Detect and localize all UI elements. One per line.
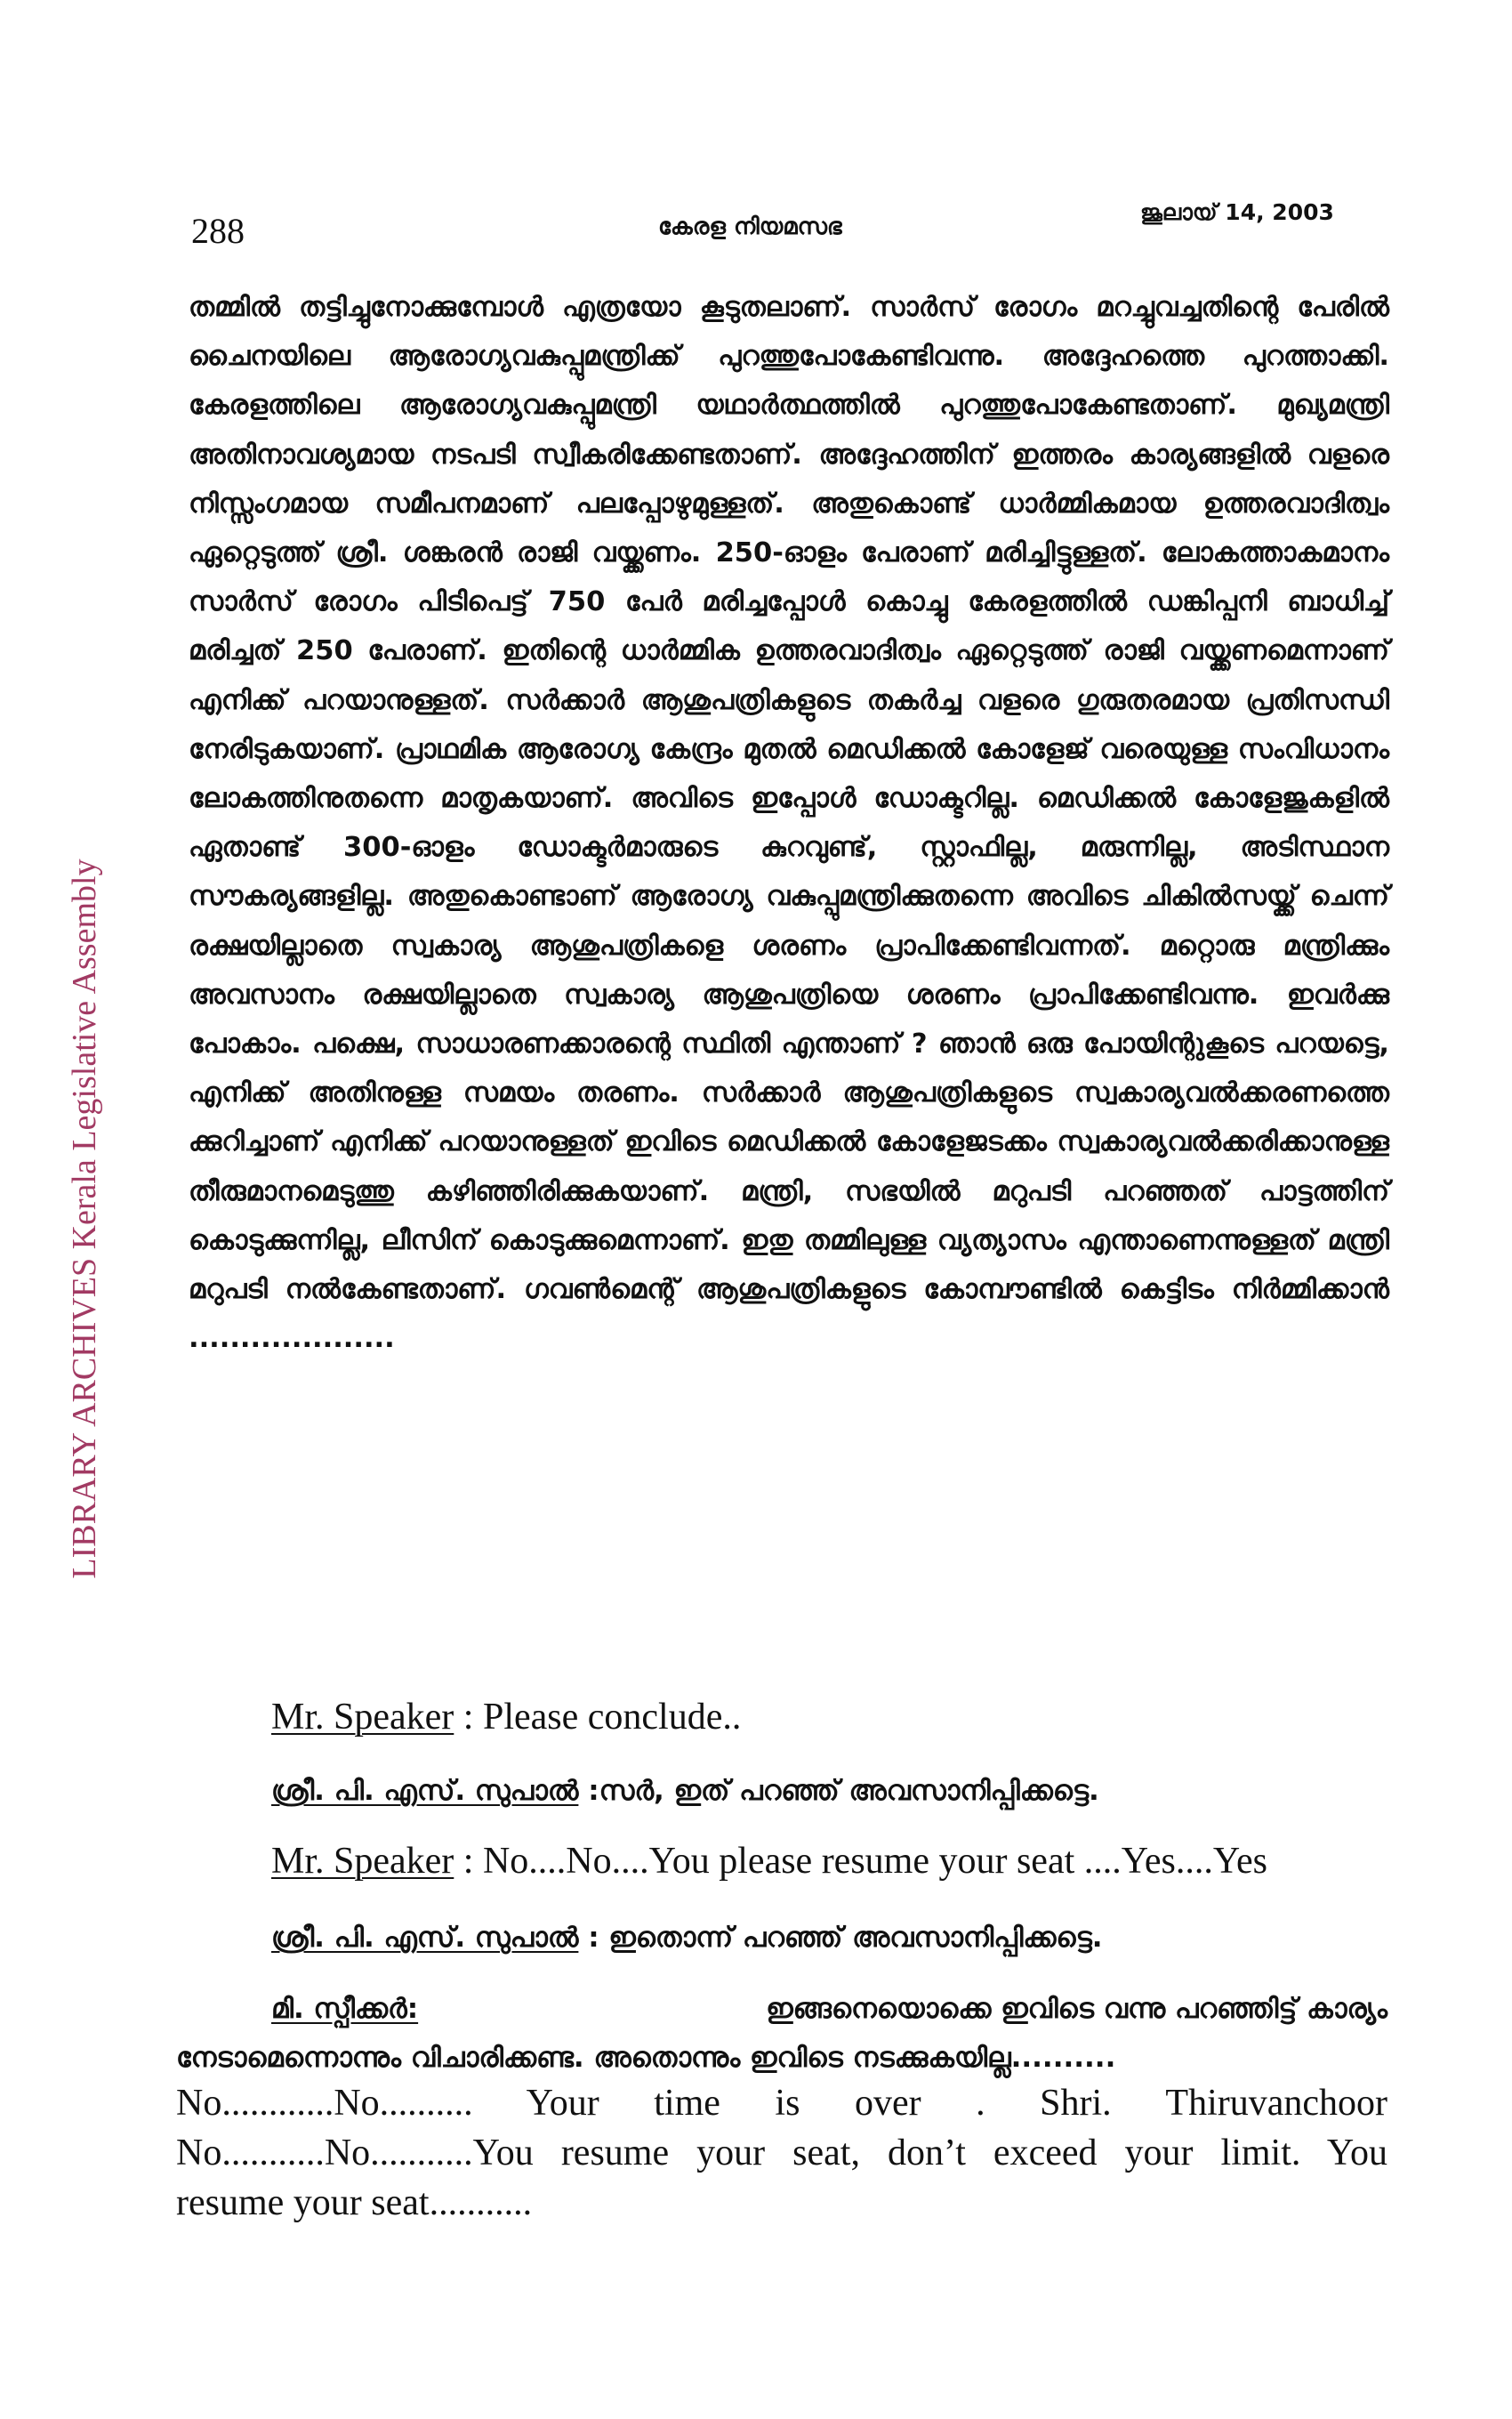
page-number: 288 — [191, 211, 245, 251]
page-header-date: ജൂലായ് 14, 2003 — [1140, 199, 1334, 225]
speaker-name: മി. സ്പീക്കർ: — [271, 1993, 419, 2025]
exchange-text: No....No....You please resume your seat ....Yes....Yes — [482, 1841, 1267, 1882]
final-speech-line-2: നേടാമെന്നൊന്നും വിചാരിക്കണ്ട. അതൊന്നും ഇവിടെ നടക്കുകയില്ല.......... — [176, 2042, 1116, 2074]
exchange-line-3 — [271, 1840, 1267, 1883]
speaker-name: Mr. Speaker — [271, 1841, 454, 1882]
speech-body-paragraph: തമ്മിൽ തട്ടിച്ചുനോക്കുമ്പോൾ എത്രയോ കൂടുതലാണ്. സാർസ് രോഗം മറച്ചുവച്ചതിന്റെ പേരിൽ ചൈനയിലെ ആരോഗ്യവകുപ്പുമന്ത്രിക്ക് പുറത്തുപോകേണ്ടിവന്നു. അദ്ദേഹത്തെ പുറത്താക്കി. കേരളത്തിലെ ആരോഗ്യവകുപ്പുമന്ത്രി യഥാർത്ഥത്തിൽ പുറത്തുപോകേണ്ടതാണ്. മുഖ്യമന്ത്രി അതിനാവശ്യമായ നടപടി സ്വീകരിക്കേണ്ടതാണ്. അദ്ദേഹത്തിന് ഇത്തരം കാര്യങ്ങളിൽ വളരെ നിസ്സംഗമായ സമീപനമാണ് പലപ്പോഴുമുള്ളത്. അതുകൊണ്ട് ധാർമ്മികമായ ഉത്തരവാദിത്വം ഏറ്റെടുത്ത് ശ്രീ. ശങ്കരൻ രാജി വയ്ക്കണം. 250-ഓളം പേരാണ് മരിച്ചിട്ടുള്ളത്. ലോകത്താകമാനം സാർസ് രോഗം പിടിപെട്ട് 750 പേർ മരിച്ചപ്പോൾ കൊച്ചു കേരളത്തിൽ ഡങ്കിപ്പനി ബാധിച്ച് മരിച്ചത് 250 പേരാണ്. ഇതിന്റെ ധാർമ്മിക ഉത്തരവാദിത്വം ഏറ്റെടുത്ത് രാജി വയ്ക്കണമെന്നാണ് എനിക്ക് പറയാനുള്ളത്. സർക്കാർ ആശുപത്രികളുടെ തകർച്ച വളരെ ഗുരുതരമായ പ്രതിസന്ധി നേരിടുകയാണ്. പ്രാഥമിക ആരോഗ്യ കേന്ദ്രം മുതൽ മെഡിക്കൽ കോളേജ് വരെയുള്ള സംവിധാനം ലോകത്തിനുതന്നെ മാതൃകയാണ്. അവിടെ ഇപ്പോൾ ഡോക്ടറില്ല. മെഡിക്കൽ കോളേജുകളിൽ ഏതാണ്ട് 300-ഓളം ഡോക്ടർമാരുടെ കുറവുണ്ട്, സ്റ്റാഫില്ല, മരുന്നില്ല, അടിസ്ഥാന സൗകര്യങ്ങളില്ല. അതുകൊണ്ടാണ് ആരോഗ്യ വകുപ്പുമന്ത്രിക്കുതന്നെ അവിടെ ചികിൽസയ്ക്ക് ചെന്ന് രക്ഷയില്ലാതെ സ്വകാര്യ ആശുപത്രികളെ ശരണം പ്രാപിക്കേണ്ടിവന്നത്. മറ്റൊരു മന്ത്രിക്കും അവസാനം രക്ഷയില്ലാതെ സ്വകാര്യ ആശുപത്രിയെ ശരണം പ്രാപിക്കേണ്ടിവന്നു. ഇവർക്കു പോകാം. പക്ഷെ, സാധാരണക്കാരന്റെ സ്ഥിതി എന്താണ് ? ഞാൻ ഒരു പോയിന്റുകൂടെ പറയട്ടെ, എനിക്ക് അതിനുള്ള സമയം തരണം. സർക്കാർ ആശുപത്രികളുടെ സ്വകാര്യവൽക്കരണത്തെ ക്കുറിച്ചാണ് എനിക്ക് പറയാനുള്ളത് ഇവിടെ മെഡിക്കൽ കോളേജടക്കം സ്വകാര്യവൽക്കരിക്കാനുള്ള തീരുമാനമെടുത്തു കഴിഞ്ഞിരിക്കുകയാണ്. മന്ത്രി, സഭയിൽ മറുപടി പറഞ്ഞത് പാട്ടത്തിന് കൊടുക്കുന്നില്ല, ലീസിന് കൊടുക്കുമെന്നാണ്. ഇതു തമ്മിലുള്ള വ്യത്യാസം എന്താണെന്നുള്ളത് മന്ത്രി മറുപടി നൽകേണ്ടതാണ്. ഗവൺമെന്റ് ആശുപത്രികളുടെ കോമ്പൗണ്ടിൽ കെട്ടിടം നിർമ്മിക്കാൻ .................... — [189, 292, 1389, 1355]
archive-watermark: LIBRARY ARCHIVES Kerala Legislative Assembly — [66, 859, 103, 1579]
speaker-separator: : — [578, 1775, 599, 1807]
speaker-separator: : — [454, 1841, 483, 1882]
speaker-separator: : — [578, 1922, 609, 1954]
speaker-separator: : — [454, 1697, 483, 1738]
speaker-name: ശ്രീ. പി. എസ്. സുപാൽ — [271, 1922, 579, 1954]
exchange-text: Please conclude.. — [482, 1697, 742, 1738]
exchange-text: ഇതൊന്ന് പറഞ്ഞ് അവസാനിപ്പിക്കട്ടെ. — [608, 1922, 1103, 1954]
speaker-name: Mr. Speaker — [271, 1697, 454, 1738]
final-speech-line-5: resume your seat........... — [176, 2182, 533, 2223]
exchange-line-2 — [271, 1775, 1099, 1808]
exchange-text: സർ, ഇത് പറഞ്ഞ് അവസാനിപ്പിക്കട്ടെ. — [599, 1775, 1099, 1807]
final-speech-text-1: ഇങ്ങനെയൊക്കെ ഇവിടെ വന്നു പറഞ്ഞിട്ട് കാര്യം — [766, 1993, 1387, 2025]
final-speech-line-4: No...........No...........You resume your seat, don’t exceed your limit. You — [176, 2133, 1387, 2173]
page-header-title: കേരള നിയമസഭ — [658, 214, 842, 240]
final-speech-line-1 — [271, 1993, 1387, 2026]
speaker-name: ശ്രീ. പി. എസ്. സുപാൽ — [271, 1775, 579, 1807]
exchange-line-4 — [271, 1922, 1103, 1955]
exchange-line-1 — [271, 1696, 741, 1738]
final-speech-line-3: No............No.......... Your time is over . Shri. Thiruvanchoor — [176, 2083, 1387, 2124]
